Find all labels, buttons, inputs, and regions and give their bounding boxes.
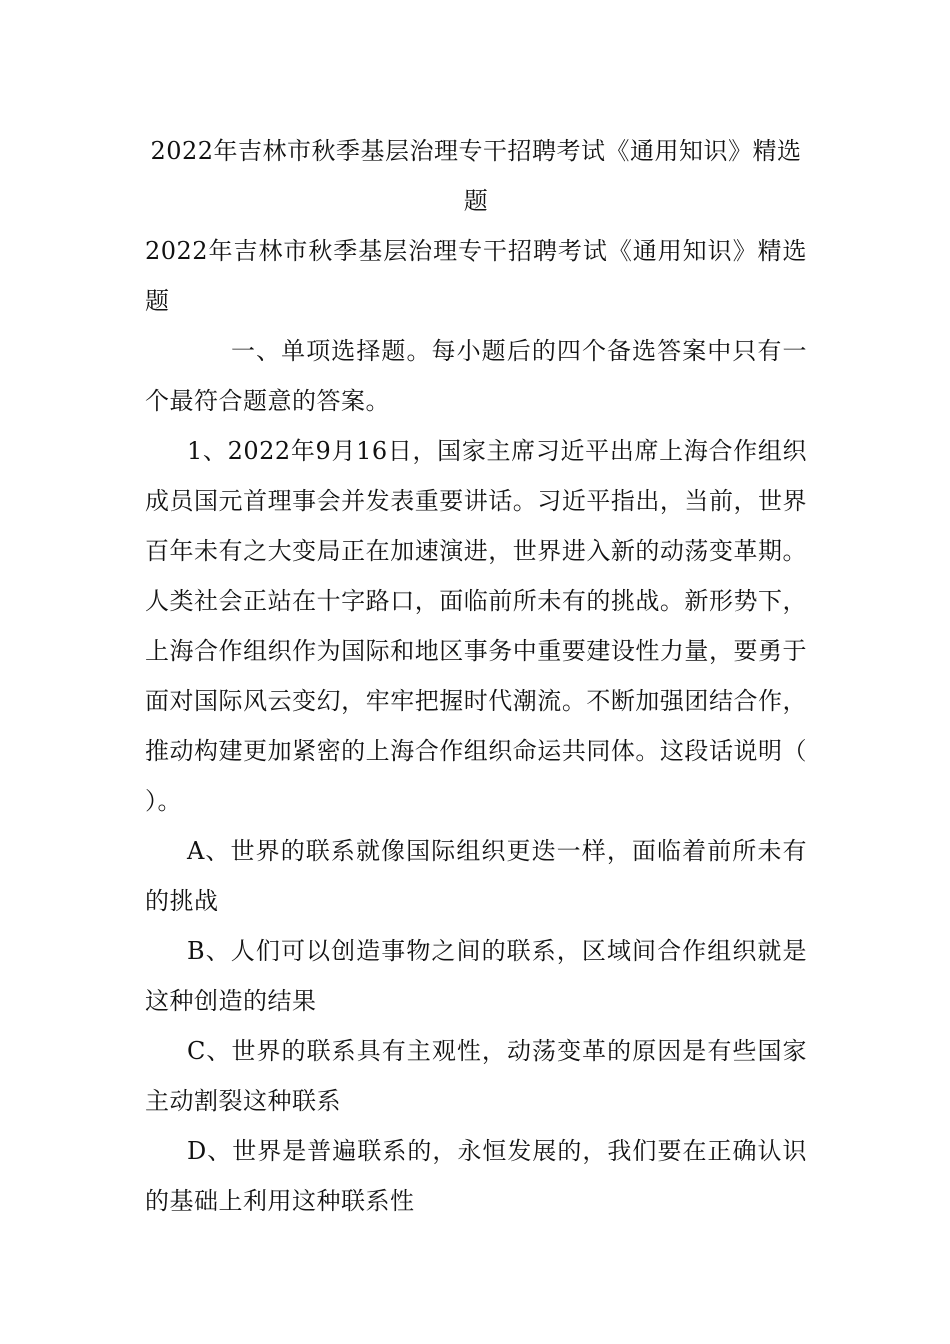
section-instruction: 一、单项选择题。每小题后的四个备选答案中只有一个最符合题意的答案。	[145, 337, 807, 415]
document-title: 2022年吉林市秋季基层治理专干招聘考试《通用知识》精选题	[150, 137, 802, 215]
option-c: C、世界的联系具有主观性，动荡变革的原因是有些国家主动割裂这种联系	[145, 1037, 807, 1115]
option-b: B、人们可以创造事物之间的联系，区域间合作组织就是这种创造的结果	[145, 937, 807, 1015]
document-page	[145, 126, 807, 1226]
question-stem: 1、2022年9月16日，国家主席习近平出席上海合作组织成员国元首理事会并发表重要讲话。习近平指出，当前，世界百年未有之大变局正在加速演进，世界进入新的动荡变革期。人类社会正站在十字路口，面临前所未有的挑战。新形势下，上海合作组织作为国际和地区事务中重要建设性力量，要勇于面对国际风云变幻，牢牢把握时代潮流。不断加强团结合作，推动构建更加紧密的上海合作组织命运共同体。这段话说明（ ）。	[145, 437, 807, 815]
option-d: D、世界是普遍联系的，永恒发展的，我们要在正确认识的基础上利用这种联系性	[145, 1137, 807, 1215]
option-a: A、世界的联系就像国际组织更迭一样，面临着前所未有的挑战	[145, 837, 807, 915]
document-subtitle: 2022年吉林市秋季基层治理专干招聘考试《通用知识》精选题	[145, 237, 807, 315]
